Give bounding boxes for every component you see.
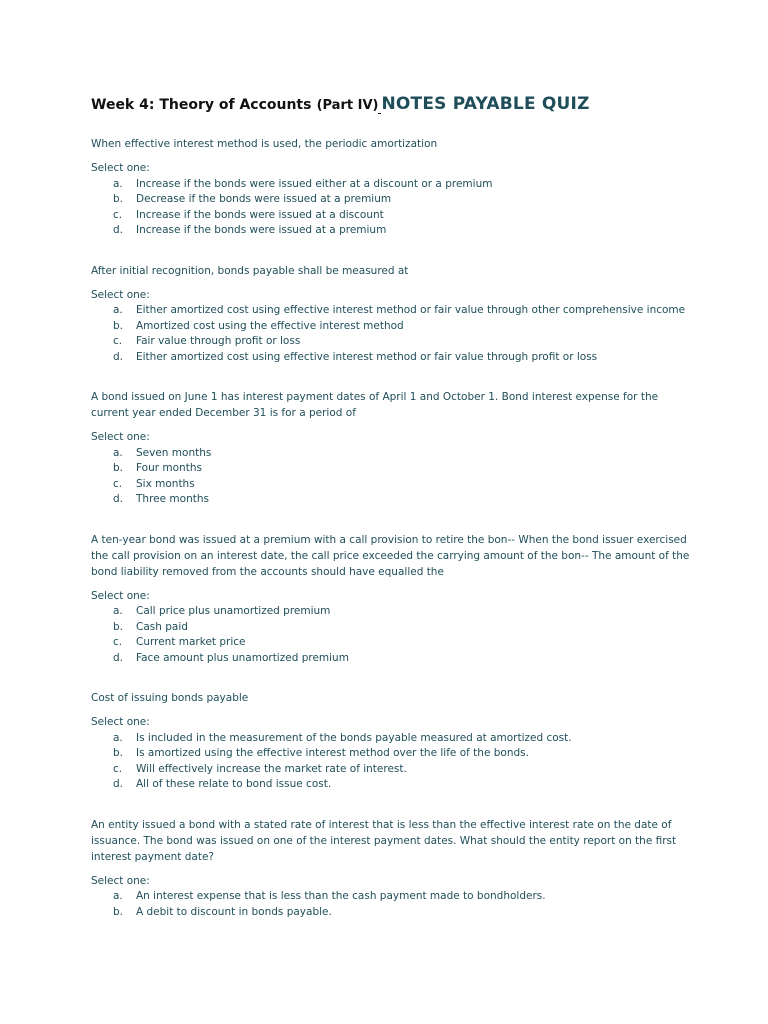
title-part: (Part IV) bbox=[316, 98, 379, 113]
option-c bbox=[91, 477, 691, 493]
select-one-label: Select one: bbox=[91, 162, 150, 174]
option-text: Call price plus unamortized premium bbox=[136, 605, 331, 617]
option-letter: c. bbox=[113, 335, 123, 347]
option-text: An interest expense that is less than the cash payment made to bondholders. bbox=[136, 890, 546, 902]
option-text: Fair value through profit or loss bbox=[136, 335, 301, 347]
option-c bbox=[91, 762, 691, 778]
question-1 bbox=[91, 136, 691, 239]
option-a bbox=[91, 604, 691, 620]
option-letter: a. bbox=[113, 446, 123, 459]
document-page bbox=[91, 94, 691, 944]
option-letter: b. bbox=[113, 462, 124, 474]
option-c bbox=[91, 208, 691, 224]
option-text: Increase if the bonds were issued at a premium bbox=[136, 224, 387, 236]
option-d bbox=[91, 350, 691, 366]
option-a bbox=[91, 446, 691, 462]
option-a bbox=[91, 889, 691, 905]
option-letter: c. bbox=[113, 636, 123, 648]
question-2 bbox=[91, 263, 691, 366]
option-c bbox=[91, 334, 691, 350]
option-list bbox=[91, 303, 691, 365]
option-letter: b. bbox=[113, 319, 124, 332]
option-letter: a. bbox=[113, 304, 123, 316]
option-text: Is amortized using the effective interest method over the life of the bonds. bbox=[136, 747, 529, 759]
option-a bbox=[91, 731, 691, 747]
question-text: An entity issued a bond with a stated rate of interest that is less than the effective interest rate on the date of issuance. The bond was issued on one of the interest payment dates. What should the entity report on the first interest payment date? bbox=[91, 818, 677, 863]
question-text: When effective interest method is used, the periodic amortization bbox=[91, 138, 438, 150]
option-letter: b. bbox=[113, 905, 124, 918]
option-text: Either amortized cost using effective interest method or fair value through profit or loss bbox=[136, 350, 598, 363]
option-text: Increase if the bonds were issued at a discount bbox=[136, 208, 384, 221]
option-letter: d. bbox=[113, 350, 124, 363]
select-one-label: Select one: bbox=[91, 431, 150, 443]
select-one-label: Select one: bbox=[91, 288, 150, 301]
option-b bbox=[91, 620, 691, 636]
option-letter: c. bbox=[113, 762, 123, 775]
question-3 bbox=[91, 389, 691, 508]
select-one-label: Select one: bbox=[91, 589, 150, 602]
option-b bbox=[91, 319, 691, 335]
question-text: Cost of issuing bonds payable bbox=[91, 692, 249, 704]
option-text: Amortized cost using the effective interest method bbox=[136, 319, 404, 332]
option-text: A debit to discount in bonds payable. bbox=[136, 905, 332, 918]
option-d bbox=[91, 651, 691, 667]
option-letter: c. bbox=[113, 477, 123, 490]
option-letter: a. bbox=[113, 890, 123, 902]
option-letter: d. bbox=[113, 778, 124, 790]
option-b bbox=[91, 192, 691, 208]
title-quiz-name: NOTES PAYABLE QUIZ bbox=[381, 94, 590, 114]
question-6 bbox=[91, 817, 691, 921]
option-text: Current market price bbox=[136, 636, 246, 648]
option-text: Will effectively increase the market rate of interest. bbox=[136, 762, 407, 775]
option-d bbox=[91, 492, 691, 508]
question-text: A ten-year bond was issued at a premium with a call provision to retire the bon-- When the bond issuer exercised the call provision on an interest date, the call price exceeded the carrying amount of the bon-- The amount of the bond liability removed from the accounts should have equalled the bbox=[91, 533, 690, 578]
option-letter: b. bbox=[113, 620, 124, 633]
option-text: Either amortized cost using effective interest method or fair value through other comprehensive income bbox=[136, 304, 686, 316]
option-letter: d. bbox=[113, 493, 124, 505]
title-week: Week 4: Theory of Accounts bbox=[91, 97, 312, 113]
option-d bbox=[91, 223, 691, 239]
option-text: Four months bbox=[136, 462, 202, 474]
option-letter: a. bbox=[113, 605, 123, 617]
option-d bbox=[91, 777, 691, 793]
option-letter: c. bbox=[113, 208, 123, 221]
option-text: Cash paid bbox=[136, 620, 188, 633]
option-letter: d. bbox=[113, 224, 124, 236]
option-a bbox=[91, 303, 691, 319]
option-b bbox=[91, 905, 691, 921]
option-letter: b. bbox=[113, 747, 124, 759]
option-list bbox=[91, 731, 691, 793]
question-text: After initial recognition, bonds payable shall be measured at bbox=[91, 264, 409, 277]
option-a bbox=[91, 177, 691, 193]
document-title bbox=[91, 94, 691, 114]
option-list bbox=[91, 446, 691, 508]
option-text: Three months bbox=[136, 493, 209, 505]
question-5 bbox=[91, 690, 691, 793]
option-text: Increase if the bonds were issued either at a discount or a premium bbox=[136, 177, 493, 190]
option-letter: d. bbox=[113, 651, 124, 664]
select-one-label: Select one: bbox=[91, 874, 150, 887]
option-text: Six months bbox=[136, 477, 195, 490]
option-text: All of these relate to bond issue cost. bbox=[136, 778, 332, 790]
question-4 bbox=[91, 532, 691, 667]
option-list bbox=[91, 889, 691, 920]
option-text: Face amount plus unamortized premium bbox=[136, 651, 349, 664]
select-one-label: Select one: bbox=[91, 716, 150, 728]
option-list bbox=[91, 177, 691, 239]
option-b bbox=[91, 746, 691, 762]
option-letter: a. bbox=[113, 731, 123, 744]
option-letter: a. bbox=[113, 177, 123, 190]
option-text: Decrease if the bonds were issued at a premium bbox=[136, 193, 392, 205]
option-c bbox=[91, 635, 691, 651]
option-b bbox=[91, 461, 691, 477]
option-list bbox=[91, 604, 691, 666]
question-text: A bond issued on June 1 has interest payment dates of April 1 and October 1. Bond interest expense for the current year ended December 31 is for a period of bbox=[91, 391, 659, 419]
question-list bbox=[91, 136, 691, 920]
option-letter: b. bbox=[113, 193, 124, 205]
option-text: Is included in the measurement of the bonds payable measured at amortized cost. bbox=[136, 731, 572, 744]
option-text: Seven months bbox=[136, 446, 212, 459]
